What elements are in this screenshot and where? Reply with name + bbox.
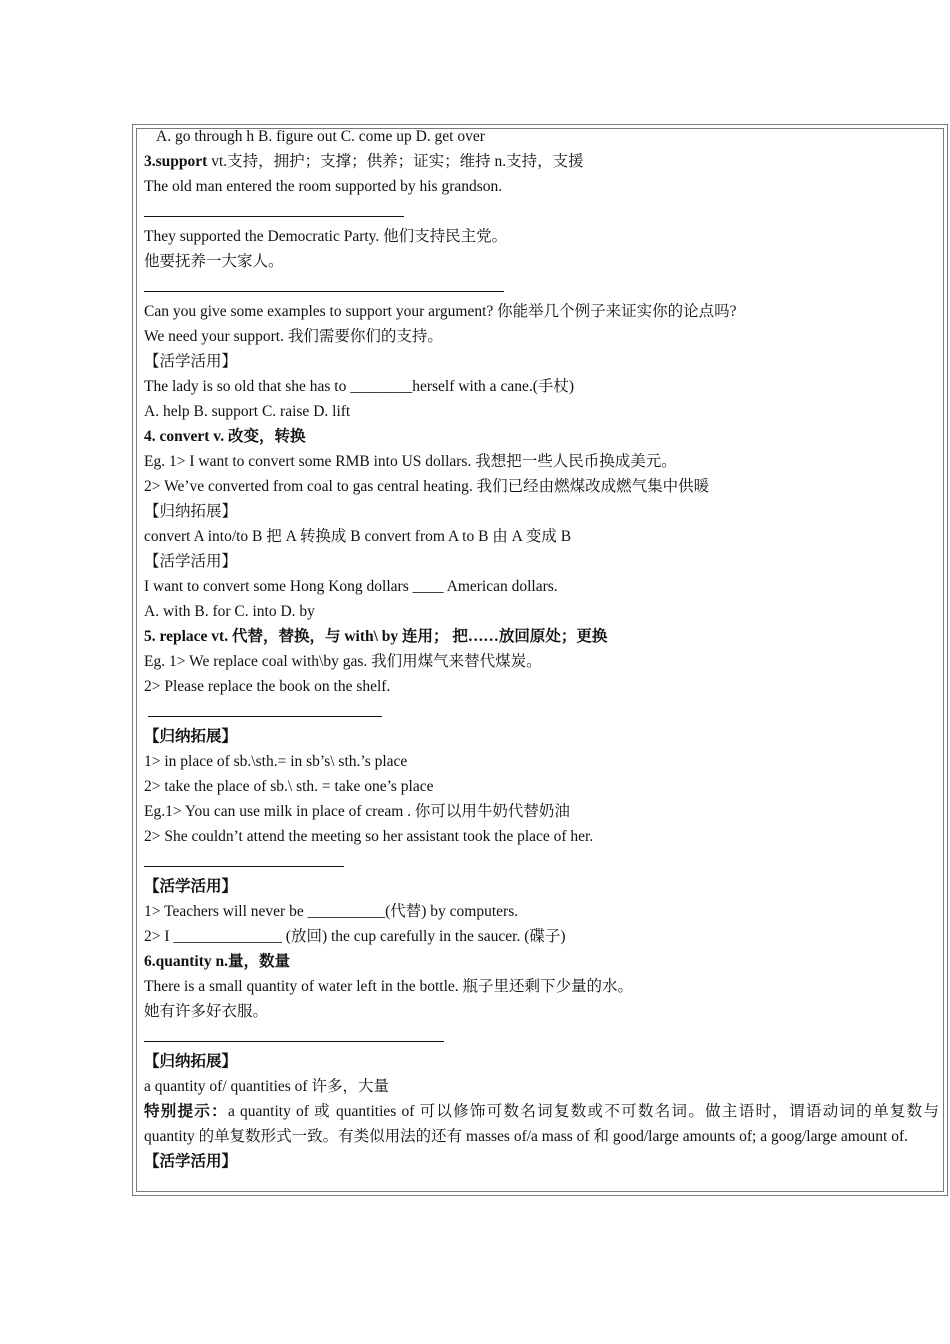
vocab-heading-convert: 4. convert v. 改变，转换 <box>144 428 306 445</box>
example-sentence: They supported the Democratic Party. 他们支持民主党。 <box>144 228 508 245</box>
section-label: 【活学活用】 <box>144 1153 238 1170</box>
vocab-heading-replace: 5. replace vt. 代替，替换，与 with\ by 连用； 把……放回原处；更换 <box>144 628 608 645</box>
example-sentence: There is a small quantity of water left in the bottle. 瓶子里还剩下少量的水。 <box>144 978 634 995</box>
exercise-options: A. with B. for C. into D. by <box>144 603 315 620</box>
special-note-label: 特别提示： <box>144 1103 228 1120</box>
usage-note: 1> in place of sb.\sth.= in sb’s\ sth.’s place <box>144 753 408 770</box>
vocab-heading-support <box>144 149 944 174</box>
example-sentence: Eg. 1> We replace coal with\by gas. 我们用煤气来替代煤炭。 <box>144 653 542 670</box>
section-label: 【活学活用】 <box>144 353 238 370</box>
usage-note: 2> take the place of sb.\ sth. = take one’s place <box>144 778 434 795</box>
translation-blank <box>144 699 944 724</box>
special-note-text: a quantity of 或 quantities of 可以修饰可数名词复数或不可数名词。做主语时，谓语动词的单复数与 quantity 的单复数形式一致。有类似用法的还有 masses of/a mass of 和 good/large amounts of; a goog/large amount of. <box>144 1103 939 1145</box>
translation-blank <box>144 274 944 299</box>
options-line <box>144 124 944 149</box>
section-label: 【活学活用】 <box>144 878 238 895</box>
special-note <box>144 1099 939 1149</box>
section-label: 【活学活用】 <box>144 553 238 570</box>
exercise-options: A. help B. support C. raise D. lift <box>144 403 351 420</box>
example-sentence: Can you give some examples to support your argument? 你能举几个例子来证实你的论点吗? <box>144 303 737 320</box>
translation-blank <box>144 849 944 874</box>
exercise-question: 2> I ______________ (放回) the cup carefully in the saucer. (碟子) <box>144 928 566 945</box>
exercise-question: 1> Teachers will never be __________(代替) by computers. <box>144 903 519 920</box>
example-sentence: Eg. 1> I want to convert some RMB into US dollars. 我想把一些人民币换成美元。 <box>144 453 677 470</box>
translation-blank <box>144 1024 944 1049</box>
example-sentence: Eg.1> You can use milk in place of cream . 你可以用牛奶代替奶油 <box>144 803 570 820</box>
example-sentence: 2> Please replace the book on the shelf. <box>144 678 391 695</box>
example-sentence: We need your support. 我们需要你们的支持。 <box>144 328 443 345</box>
vocab-heading-quantity: 6.quantity n.量，数量 <box>144 953 290 970</box>
translation-blank <box>144 199 944 224</box>
section-label: 【归纳拓展】 <box>144 728 238 745</box>
usage-note: a quantity of/ quantities of 许多，大量 <box>144 1078 389 1095</box>
section-label: 【归纳拓展】 <box>144 503 238 520</box>
options-text: A. go through h B. figure out C. come up D. get over <box>156 128 485 145</box>
exercise-question: I want to convert some Hong Kong dollars ____ American dollars. <box>144 578 558 595</box>
vocab-definition: vt.支持，拥护；支撑；供养；证实；维持 n.支持，支援 <box>207 153 584 170</box>
worksheet-content <box>144 124 944 1174</box>
translation-prompt: 她有许多好衣服。 <box>144 1003 269 1020</box>
exercise-question: The lady is so old that she has to ________herself with a cane.(手杖) <box>144 378 575 395</box>
translation-prompt: 他要抚养一大家人。 <box>144 253 284 270</box>
example-sentence: The old man entered the room supported by his grandson. <box>144 178 503 195</box>
example-sentence: 2> We’ve converted from coal to gas central heating. 我们已经由燃煤改成燃气集中供暖 <box>144 478 710 495</box>
vocab-word: 3.support <box>144 153 208 170</box>
section-label: 【归纳拓展】 <box>144 1053 238 1070</box>
usage-note: convert A into/to B 把 A 转换成 B convert from A to B 由 A 变成 B <box>144 528 572 545</box>
example-sentence: 2> She couldn’t attend the meeting so her assistant took the place of her. <box>144 828 594 845</box>
